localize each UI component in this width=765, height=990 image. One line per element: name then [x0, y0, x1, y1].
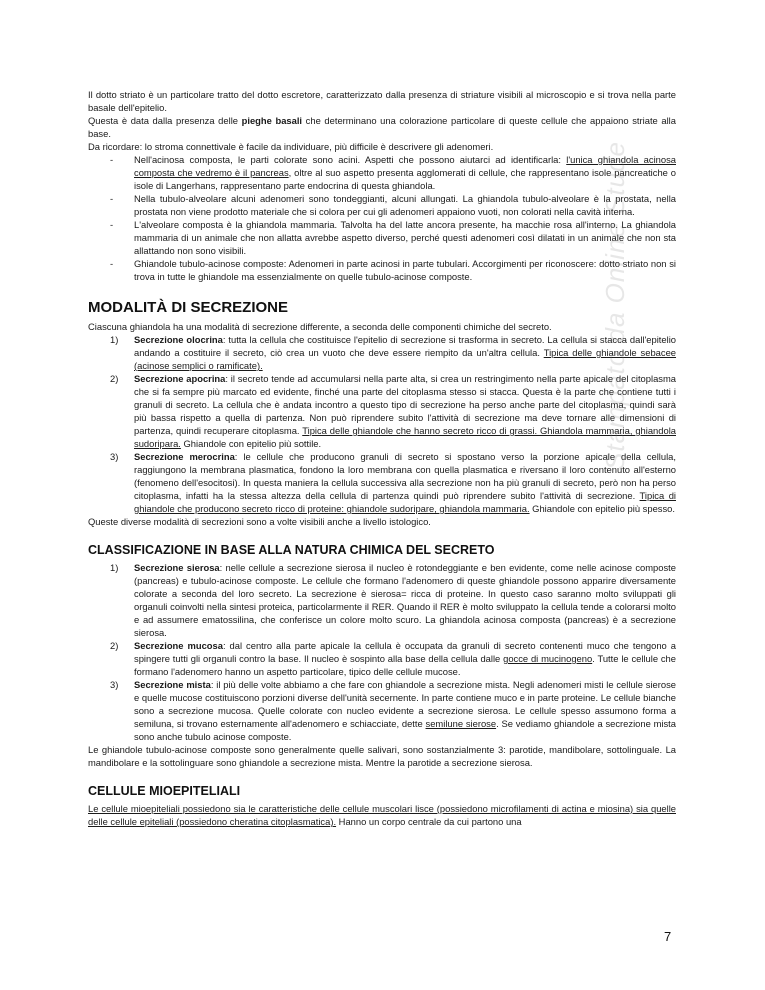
list-item: 3) Secrezione merocrina: le cellule che producono granuli di secreto si spostano verso la porzione apicale della cellula, raggiungono la membrana plasmatica, fondono la loro membrana con quella plasmatica e riversano il loro contenuto all'esterno (fenomeno dell'esocitosi). In questa maniera la cellula successiva alla secrezione non ha più granuli di secreto, però non ha perso citoplasma, infatti ha la stessa altezza della cellula di partenza quindi può riprendere subito l'attività di secrezione. Tipica di ghiandole che producono secreto ricco di proteine: ghiandole sudoripare, ghiandola mammaria. Ghiandole con epitelio più spesso. [110, 451, 676, 514]
intro-paragraph-3: Da ricordare: lo stroma connettivale è facile da individuare, più difficile è descrivere gli adenomeri. [88, 141, 494, 152]
section-heading-secrezione: MODALITÀ DI SECREZIONE [88, 299, 289, 316]
classificazione-list [88, 561, 676, 743]
list-item: 1) Secrezione sierosa: nelle cellule a secrezione sierosa il nucleo è rotondeggiante e ben evidente, come nelle acinose composte (pancreas) e tubulo-acinose composte. Le cellule che formano l'adenomero di queste ghiandole possono apparire diversamente colorate a seconda del loro secreto. La secrezione è sierosa= ricca di proteine. In questo caso saranno molto sviluppati gli organuli coinvolti nella sintesi proteica, particolarmente il RER. Quando il RER è molto sviluppato la cellula tende a colorarsi molto e ad assumere ematossilina, che conferisce un colore molto scuro. La ghiandola acinosa composta (pancreas) è a secrezione sierosa. [110, 562, 676, 638]
section-heading-classificazione: CLASSIFICAZIONE IN BASE ALLA NATURA CHIMICA DEL SECRETO [88, 543, 495, 557]
bold-term: pieghe basali [241, 115, 303, 126]
list-item: 2) Secrezione mucosa: dal centro alla parte apicale la cellula è occupata da granuli di secreto contenenti muco che tengono a spingere tutti gli organuli contro la base. Il nucleo è sospinto alla base della cellula dalle gocce di mucinogeno. Tutte le cellule che formano l'adenomero hanno un aspetto particolare, tipico delle cellule mucose. [110, 640, 676, 677]
page-number: 7 [664, 929, 672, 944]
secrezione-intro: Ciascuna ghiandola ha una modalità di secrezione differente, a seconda delle componenti chimiche del secreto. [88, 321, 552, 332]
list-item: - Nella tubulo-alveolare alcuni adenomeri sono tondeggianti, alcuni allungati. La ghiandola tubulo-alveolare è la prostata, nella prostata non viene prodotto materiale che si colora per cui gli adenomeri appaiono vuoti, non colorati nella cavità interna. [88, 192, 676, 218]
secrezione-outro: Queste diverse modalità di secrezioni sono a volte visibili anche a livello istologico. [88, 516, 431, 527]
list-item: - Nell'acinosa composta, le parti colorate sono acini. Aspetti che possono aiutarci ad identificarla: l'unica ghiandola acinosa composta che vedremo è il pancreas, oltre al suo aspetto presenta agglomerati di cellule, che rappresentano isole pancreatiche o isole di Langerhans, rappresentano parte endocrina di questa ghiandola. [88, 153, 676, 192]
intro-paragraph-1: Il dotto striato è un particolare tratto del dotto escretore, caratterizzato dalla presenza di striature visibili al microscopio e si trova nella parte basale dell'epitelio. [88, 89, 676, 113]
section-heading-mioepiteliali: CELLULE MIOEPITELIALI [88, 784, 241, 798]
intro-paragraph-2: Questa è data dalla presenza delle pieghe basali che determinano una colorazione particolare di queste cellule che appaiono striate alla base. [88, 115, 676, 139]
mioepiteliali-paragraph: Le cellule mioepiteliali possiedono sia le caratteristiche delle cellule muscolari lisce (possiedono microfilamenti di actina e miosina) sia quelle delle cellule epiteliali (possiedono cheratina citoplasmatica). Hanno un corpo centrale da cui partono una [88, 803, 676, 827]
secrezione-list [88, 333, 676, 515]
list-item: - Ghiandole tubulo-acinose composte: Adenomeri in parte acinosi in parte tubulari. Accorgimenti per riconoscere: dotto striato non si trova in tutte le ghiandole ma essenzialmente on quelle tubulo-acinose composte. [88, 257, 676, 283]
adenomeri-list [88, 153, 676, 283]
watermark-text: Stampato da Online Stude [600, 141, 630, 470]
list-item: 3) Secrezione mista: il più delle volte abbiamo a che fare con ghiandole a secrezione mista. Negli adenomeri misti le cellule sierose e quelle mucose costituiscono porzioni diverse dell'unità secernente. In parte contiene muco e in parte proteine. Le cellule bianche sono a secrezione mucosa. Quelle colorate con nucleo evidente a secrezione sierosa. Le cellule spesso assumono forma a semiluna, si trovano esternamente all'adenomero e schiacciate, dette semilune sierose. Se vediamo ghiandole a secrezione mista sono anche tubulo acinose composte. [110, 679, 676, 742]
document-page [88, 88, 676, 828]
list-item: 1) Secrezione olocrina: tutta la cellula che costituisce l'epitelio di secrezione si trasforma in secreto. La cellula si stacca dall'epitelio andando a costituire il secreto, ciò crea un vuoto che deve essere riempito da un'altra cellula. Tipica delle ghiandole sebacee (acinose semplici o ramificate). [110, 334, 677, 371]
list-item: - L'alveolare composta è la ghiandola mammaria. Talvolta ha del latte ancora presente, ha macchie rosa all'interno. La ghiandola mammaria di un animale che non allatta avrebbe aspetto diverso, perché questi adenomeri così dilatati in un animale che non sta allattando non sono visibili. [88, 218, 676, 257]
list-item: 2) Secrezione apocrina: il secreto tende ad accumularsi nella parte alta, si crea un restringimento nella parte apicale del citoplasma che si fa sempre più marcato ed evidente, finché una parte del citoplasma stesso si stacca. Questa è la parte che contiene tutti i granuli di secreto. La cellula che è andata incontro a questo tipo di secrezione ha perso anche parte del citoplasma, quindi sarà più bassa rispetto a quella di partenza. Non può riprendere subito l'attività di secrezione ma deve tornare alle dimensioni di partenza, quindi recuperare citoplasma. Tipica delle ghiandole che hanno secreto ricco di grassi. Ghiandola mammaria, ghiandola sudoripara. Ghiandole con epitelio più sottile. [110, 373, 676, 449]
classificazione-outro: Le ghiandole tubulo-acinose composte sono generalmente quelle salivari, sono sostanzialmente 3: parotide, mandibolare, sottolinguale. La mandibolare e la sottolinguare sono ghiandole a secrezione mista. Mentre la parotide a secrezione sierosa. [88, 744, 676, 768]
